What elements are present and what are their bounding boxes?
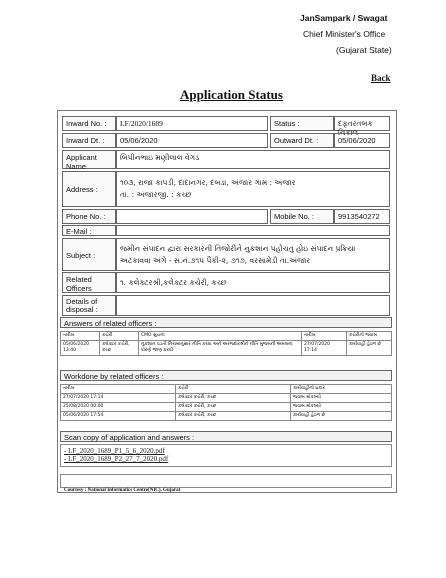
subject-value xyxy=(116,238,390,271)
workdone-col-office: કચેરી xyxy=(176,385,291,394)
org-line-2: Chief Minister's Office xyxy=(303,29,386,39)
scan-file-link[interactable]: - LF_2020_1689_P1_5_6_2020.pdf xyxy=(64,447,165,455)
table-row xyxy=(61,394,392,403)
address-value xyxy=(116,171,390,207)
phone-value xyxy=(116,209,268,224)
outward-dt-value: 05/06/2020 xyxy=(334,133,390,148)
related-officers-value: ૧. કલેક્ટરશ્રી,કલેક્ટર કચેરી, કચ્છ xyxy=(116,272,390,293)
scan-section-header: Scan copy of application and answers : xyxy=(60,431,392,442)
inward-dt-value: 05/06/2020 xyxy=(116,133,268,148)
answers-table xyxy=(60,331,392,356)
outward-dt-label: Outward Dt. : xyxy=(270,133,334,148)
subject-line-1: જમીન સંપાદન દ્વારા સરકારની તિજોરીને નુકશાન પહોંચતુ હોઇ સંપાદન પ્રક્રિયા xyxy=(120,244,356,253)
answer-cmo-instruction: નુકશાન પડતી નિયમાનુસાર નીતિ કરવા અને અરજદારશ્રીને નીતિ મુજબની અમલના ધોરણે જાણ કરવી xyxy=(139,341,302,356)
workdone-table xyxy=(60,384,392,421)
inward-no-label: Inward No. : xyxy=(62,116,116,131)
answers-col-reply-date: તારીખ xyxy=(302,332,347,341)
workdone-header-row xyxy=(61,385,392,394)
applicant-name-label: Applicant Name xyxy=(62,150,116,169)
address-label: Address : xyxy=(62,171,116,207)
disposal-label: Details of disposal : xyxy=(62,295,116,316)
answers-section-header: Answers of related officers : xyxy=(60,317,392,328)
workdone-office: કલેક્ટર કચેરી, કચ્છ xyxy=(176,394,291,403)
org-line-1: JanSampark / Swagat xyxy=(300,13,388,23)
workdone-date: 27/07/2020 17:14 xyxy=(61,394,176,403)
table-row xyxy=(61,412,392,421)
scan-file-link[interactable]: - LF_2020_1689_P2_27_7_2020.pdf xyxy=(64,455,169,463)
email-value xyxy=(116,225,390,236)
workdone-col-action: કાર્યવાહીનો પ્રકાર xyxy=(291,385,392,394)
table-row xyxy=(61,403,392,412)
answers-col-reply: કચેરીનો જવાબ xyxy=(347,332,392,341)
answer-reply: કાર્યવાહી હેઠળ છે xyxy=(347,341,392,356)
subject-label: Subject : xyxy=(62,238,116,271)
answers-col-date: તારીખ xyxy=(61,332,100,341)
status-label: Status : xyxy=(270,116,334,131)
address-line-2: તા. : અંજારજી. : કચ્છ xyxy=(120,190,192,199)
table-row xyxy=(61,341,392,356)
courtesy-text: Courtesy : National Informatics Centre(NIC), Gujarat xyxy=(64,488,181,493)
answer-date: 05/06/2020 13:40 xyxy=(61,341,100,356)
email-label: E-Mail : xyxy=(62,225,116,236)
page-title: Application Status xyxy=(180,87,283,102)
workdone-date: 05/06/2020 17:54 xyxy=(61,412,176,421)
answers-col-cmo-instruction: CMO સુચના xyxy=(139,332,302,341)
answer-reply-date: 27/07/2020 17:14 xyxy=(302,341,347,356)
disposal-value xyxy=(116,295,390,316)
mobile-value: 9913540272 xyxy=(334,209,390,224)
inward-no-value: LF/2020/1689 xyxy=(116,116,268,131)
scan-files xyxy=(60,444,392,467)
workdone-action: જવાબ મોકલ્યો xyxy=(291,394,392,403)
address-line-1: ૧૦૩, રાજા કાપડી, દાદાનગર, દબડા, અંજાર ગામ : અંજાર xyxy=(120,178,296,187)
workdone-col-date: તારીખ xyxy=(61,385,176,394)
workdone-action: કાર્યવાહી હેઠળ છે xyxy=(291,412,392,421)
workdone-date: 25/08/2020 00:00 xyxy=(61,403,176,412)
subject-line-2: અટકાવવા અંગે - સ.નં.૭૧૫ પૈકી-૨, ૭૧૭, વરસામેડી તા.અંજાર xyxy=(120,256,311,265)
footer-box xyxy=(60,474,392,493)
inward-dt-label: Inward Dt. : xyxy=(62,133,116,148)
workdone-section-header: Workdone by related officers : xyxy=(60,370,392,381)
mobile-label: Mobile No. : xyxy=(270,209,334,224)
related-officers-label: Related Officers xyxy=(62,272,116,293)
phone-label: Phone No. : xyxy=(62,209,116,224)
answer-office: કલેક્ટર કચેરી, કચ્છ xyxy=(100,341,139,356)
workdone-action: જવાબ મોકલ્યો xyxy=(291,403,392,412)
workdone-office: કલેક્ટર કચેરી, કચ્છ xyxy=(176,412,291,421)
status-value: દફતરતબક નિકાલ xyxy=(334,116,390,131)
applicant-name-value: બિપીનભાઇ મણીલાલ વેગડ xyxy=(116,150,390,169)
org-line-3: (Gujarat State) xyxy=(336,45,392,55)
back-link[interactable]: Back xyxy=(371,73,391,83)
workdone-office: કલેક્ટર કચેરી, કચ્છ xyxy=(176,403,291,412)
answers-col-office: કચેરી xyxy=(100,332,139,341)
answers-header-row xyxy=(61,332,392,341)
